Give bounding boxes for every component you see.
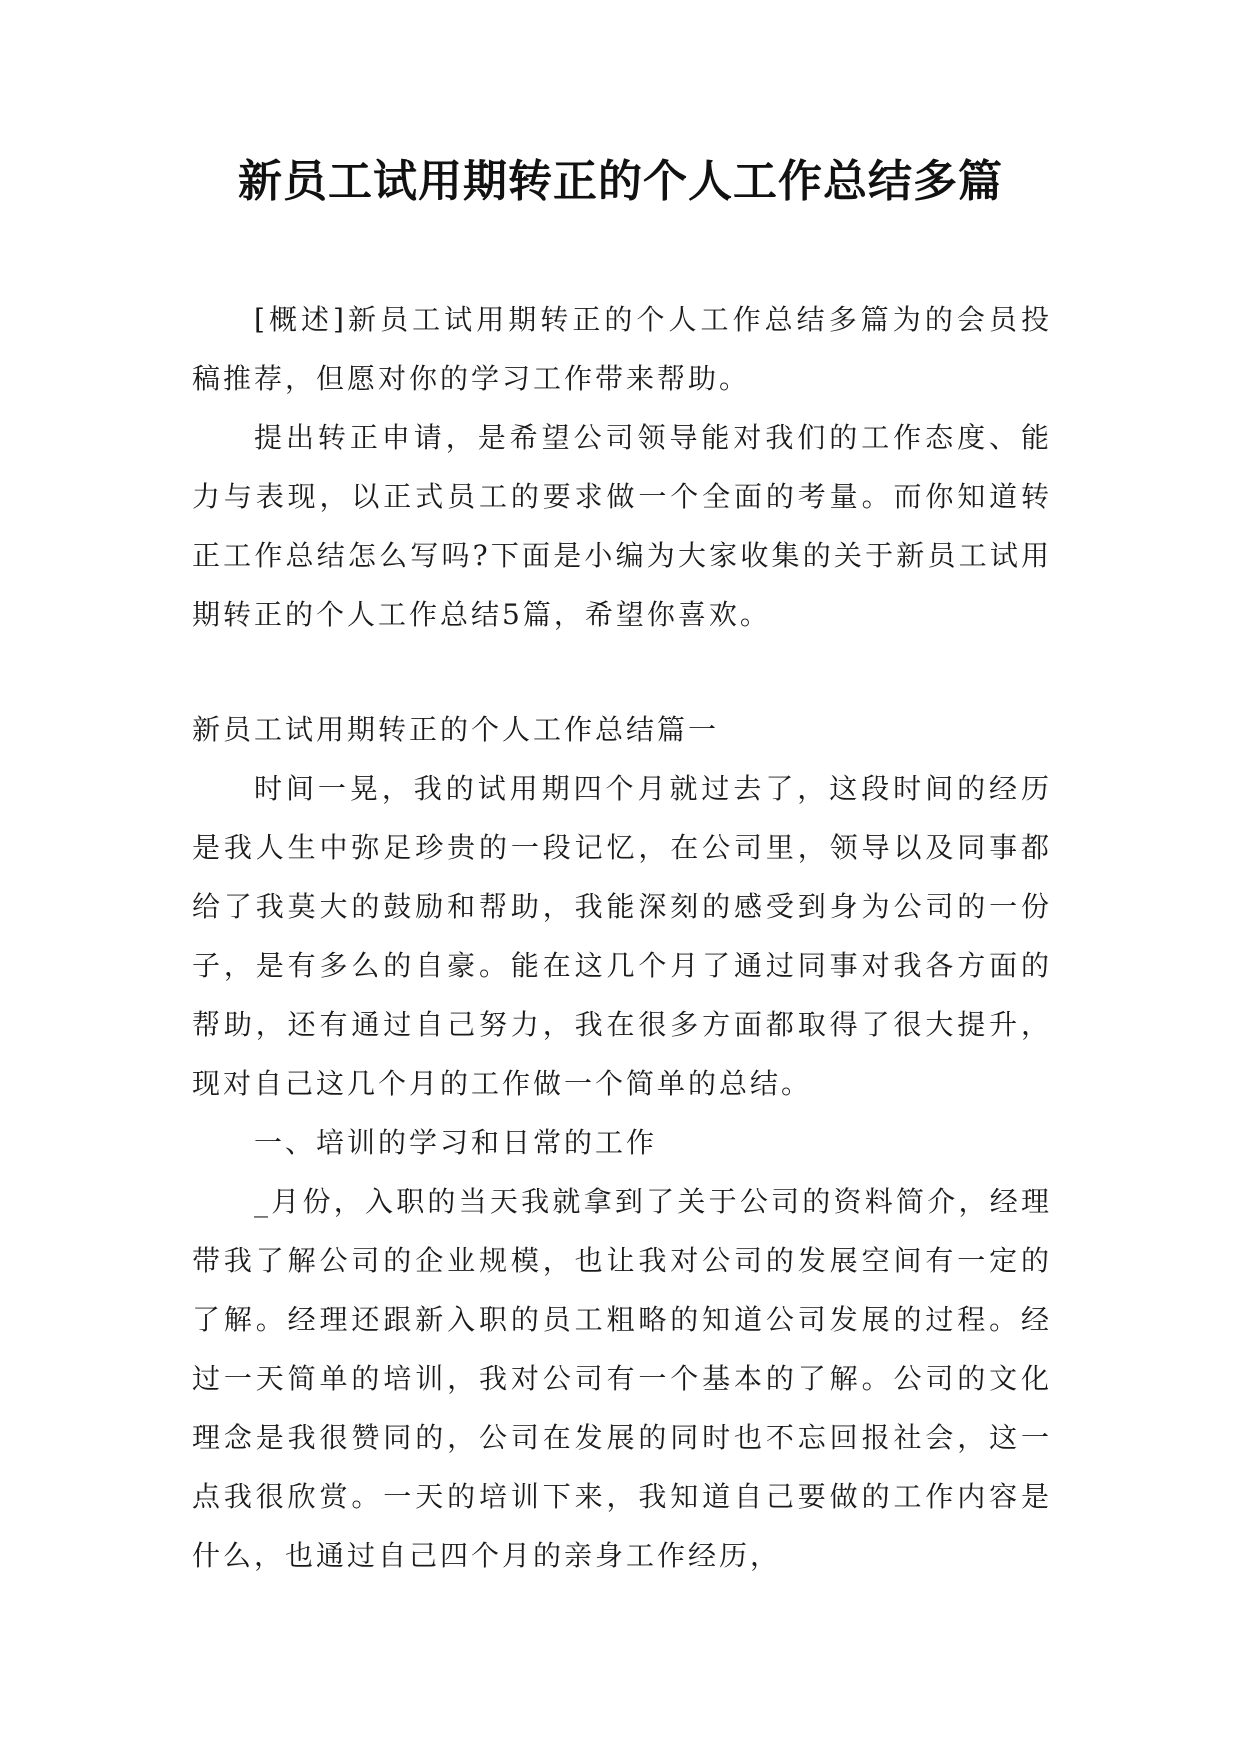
- intro-paragraph: [概述]新员工试用期转正的个人工作总结多篇为的会员投稿推荐，但愿对你的学习工作带来帮助。: [192, 303, 1052, 395]
- intro-paragraph: 提出转正申请，是希望公司领导能对我们的工作态度、能力与表现，以正式员工的要求做一个全面的考量。而你知道转正工作总结怎么写吗?下面是小编为大家收集的关于新员工试用期转正的个人工作总结5篇，希望你喜欢。: [192, 421, 1052, 631]
- body-paragraph: _月份，入职的当天我就拿到了关于公司的资料简介，经理带我了解公司的企业规模，也让我对公司的发展空间有一定的了解。经理还跟新入职的员工粗略的知道公司发展的过程。经过一天简单的培训，我对公司有一个基本的了解。公司的文化理念是我很赞同的，公司在发展的同时也不忘回报社会，这一点我很欣赏。一天的培训下来，我知道自己要做的工作内容是什么，也通过自己四个月的亲身工作经历，: [192, 1185, 1052, 1572]
- document-body: [192, 290, 1052, 1585]
- section-spacer: [192, 644, 1052, 700]
- body-paragraph: 时间一晃，我的试用期四个月就过去了，这段时间的经历是我人生中弥足珍贵的一段记忆，在公司里，领导以及同事都给了我莫大的鼓励和帮助，我能深刻的感受到身为公司的一份子，是有多么的自豪。能在这几个月了通过同事对我各方面的帮助，还有通过自己努力，我在很多方面都取得了很大提升，现对自己这几个月的工作做一个简单的总结。: [192, 772, 1052, 1100]
- subheading: 一、培训的学习和日常的工作: [254, 1126, 658, 1159]
- section-heading: 新员工试用期转正的个人工作总结篇一: [192, 713, 720, 746]
- document-title: 新员工试用期转正的个人工作总结多篇: [238, 156, 1003, 207]
